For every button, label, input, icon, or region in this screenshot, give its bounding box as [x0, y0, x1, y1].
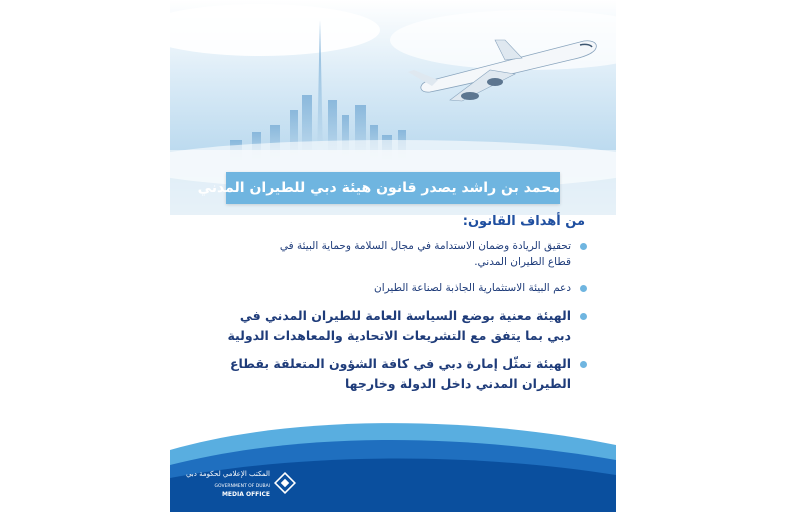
bullet-icon — [580, 243, 587, 250]
headline-banner — [197, 172, 560, 204]
point-line: قطاع الطيران المدني. — [474, 256, 571, 268]
logo-english-line1: GOVERNMENT OF DUBAI — [214, 484, 270, 489]
bullet-icon — [580, 361, 587, 368]
point-line: دبي بما يتفق مع التشريعات الاتحادية والمعاهدات الدولية — [227, 328, 571, 343]
list-item — [210, 306, 585, 346]
point-line: الهيئة تمثّل إمارة دبي في كافة الشؤون المتعلقة بقطاع — [229, 356, 571, 371]
bullet-icon — [580, 285, 587, 292]
point-line: الطيران المدني داخل الدولة وخارجها — [344, 376, 571, 391]
point-line: تحقيق الريادة وضمان الاستدامة في مجال السلامة وحماية البيئة في — [279, 240, 571, 252]
poster — [170, 0, 616, 512]
point-line: دعم البيئة الاستثمارية الجاذبة لصناعة الطيران — [373, 282, 571, 294]
section-title: من أهداف القانون: — [462, 214, 585, 229]
media-office-logo — [185, 468, 304, 508]
list-item — [210, 280, 585, 296]
list-item — [210, 354, 585, 394]
headline-text: محمد بن راشد يصدر قانون هيئة دبي للطيران المدني — [197, 180, 560, 196]
logo-arabic-text: المكتب الإعلامي لحكومة دبي — [185, 470, 270, 478]
logo-english-line2: MEDIA OFFICE — [221, 491, 270, 498]
point-line: الهيئة معنية بوضع السياسة العامة للطيران المدني في — [239, 308, 571, 323]
bullet-icon — [580, 313, 587, 320]
media-office-emblem-icon — [274, 472, 296, 494]
list-item — [210, 238, 585, 270]
